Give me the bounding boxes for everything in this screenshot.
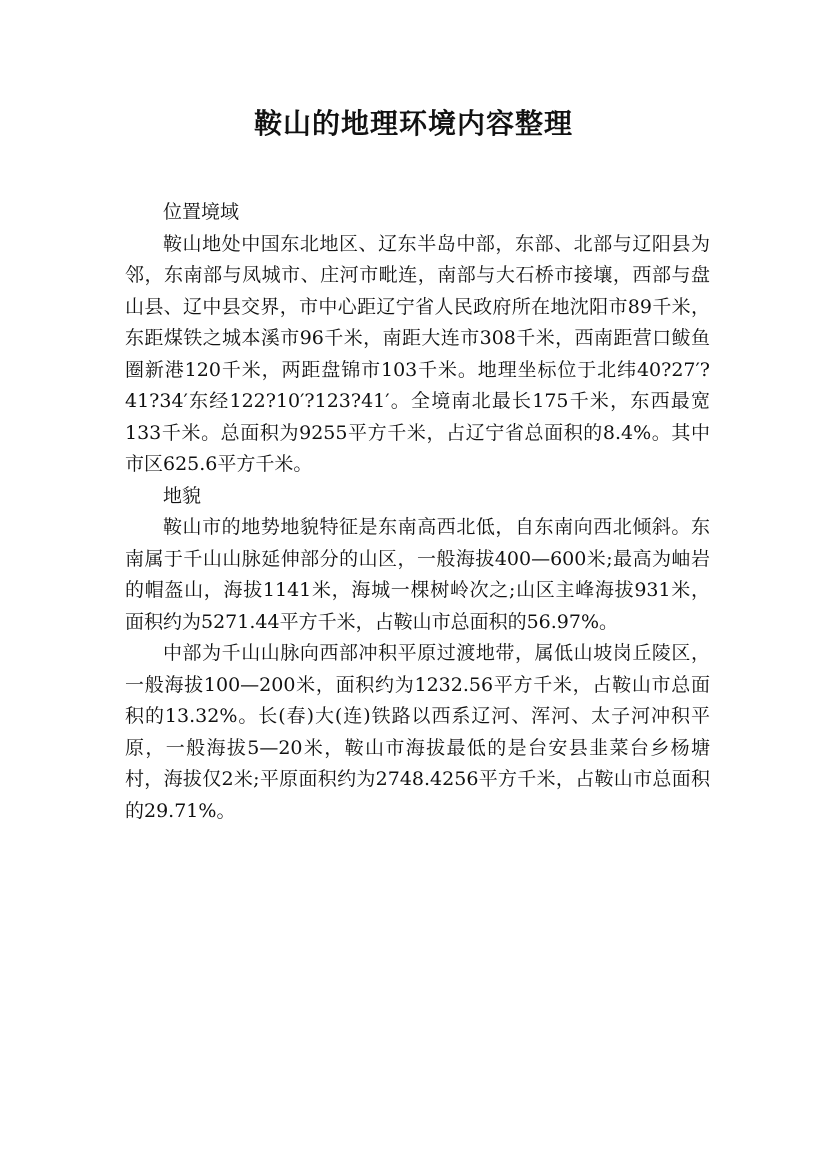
section-heading-location: 位置境域 [163,201,240,223]
section-heading-landform: 地貌 [163,484,202,507]
document-title: 鞍山的地理环境内容整理 [253,107,573,140]
landform-paragraph-1: 鞍山市的地势地貌特征是东南高西北低，自东南向西北倾斜。东南属于千山山脉延伸部分的山区，一般海拔400—600米;最高为岫岩的帽盔山，海拔1141米，海城一棵树岭次之;山区主峰海拔931米，面积约为5271.44平方千米，占鞍山市总面积的56.97%。 [125,516,710,633]
document-body [125,197,710,827]
location-paragraph: 鞍山地处中国东北地区、辽东半岛中部，东部、北部与辽阳县为邻，东南部与凤城市、庄河市毗连，南部与大石桥市接壤，西部与盘山县、辽中县交界，市中心距辽宁省人民政府所在地沈阳市89千米，东距煤铁之城本溪市96千米，南距大连市308千米，西南距营口鲅鱼圈新港120千米，两距盘锦市103千米。地理坐标位于北纬40?27′?41?34′东经122?10′?123?41′。全境南北最长175千米，东西最宽133千米。总面积为9255平方千米，占辽宁省总面积的8.4%。其中市区625.6平方千米。 [125,232,710,475]
landform-paragraph-2: 中部为千山山脉向西部冲积平原过渡地带，属低山坡岗丘陵区，一般海拔100—200米，面积约为1232.56平方千米，占鞍山市总面积的13.32%。长(春)大(连)铁路以西系辽河、浑河、太子河冲积平原，一般海拔5—20米，鞍山市海拔最低的是台安县韭菜台乡杨塘村，海拔仅2米;平原面积约为2748.4256平方千米，占鞍山市总面积的29.71%。 [125,642,710,822]
